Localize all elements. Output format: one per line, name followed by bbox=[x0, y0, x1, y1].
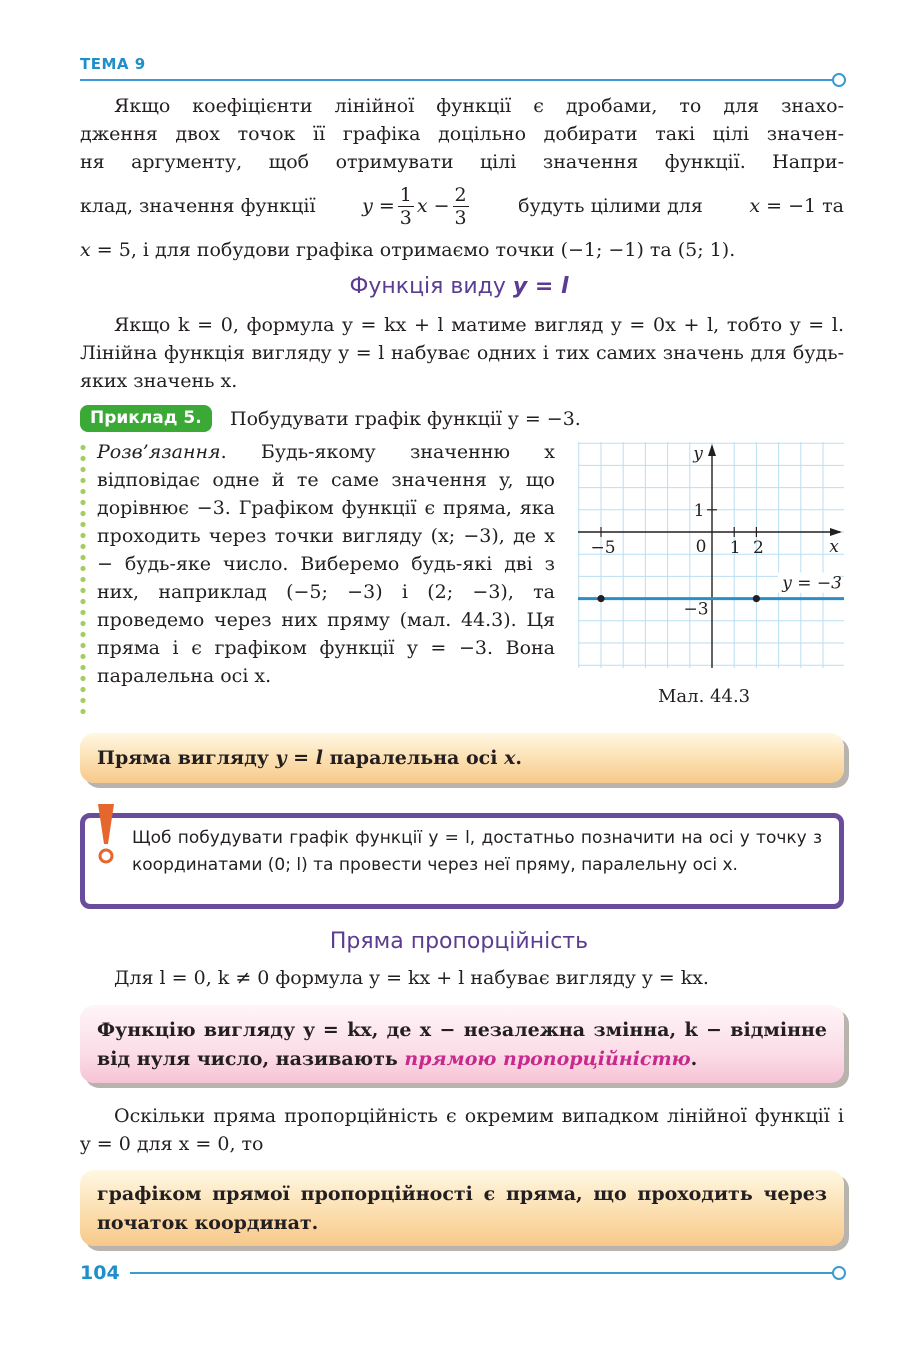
figure-caption: Мал. 44.3 bbox=[658, 686, 751, 707]
intro-line-1: Якщо коефіцієнти лінійної функції є дробами, то для знахо- bbox=[114, 95, 844, 117]
header-rule-end-icon bbox=[832, 73, 846, 87]
fraction-two-thirds: $\frac{2}{3}$ bbox=[454, 183, 467, 229]
x-axis-label: x bbox=[829, 537, 839, 557]
x-tick-label: 2 bbox=[752, 538, 764, 558]
x-axis-arrow-icon bbox=[830, 528, 842, 536]
y-tick-label: 1 bbox=[693, 500, 705, 521]
note-text: Щоб побудувати графік функції y = l, достатньо позначити на осі y точку з координатами (0; l) та провести через неї пряму, паралельну осі x. bbox=[132, 828, 822, 875]
rule-origin-text: графіком прямої пропорційності є пряма, що проходить через початок координат. bbox=[97, 1183, 827, 1234]
section1-paragraph: Якщо k = 0, формула y = kx + l матиме вигляд y = 0x + l, тобто y = l. Лінійна функція вигляду y = l набуває одних і тих самих значень для будь-яких значень x. bbox=[80, 314, 844, 392]
rule-parallel-text: Пряма вигляду y = l паралельна осі x. bbox=[97, 747, 523, 769]
footer-rule bbox=[130, 1272, 834, 1274]
section-heading-direct-proportion: Пряма пропорційність bbox=[329, 929, 589, 954]
graph-y-minus-3 bbox=[578, 442, 844, 668]
proportion-paragraph: Оскільки пряма пропорційність є окремим випадком лінійної функції і y = 0 для x = 0, то bbox=[80, 1105, 844, 1155]
page-number: 104 bbox=[80, 1262, 120, 1284]
definition-text: Функцію вигляду y = kx, де x − незалежна змінна, k − відмінне від нуля число, називають прямою пропорційністю. bbox=[97, 1019, 827, 1070]
example-solution: Розв’язання. Будь-якому значенню x відповідає одне й те саме значення y, що дорівнює −3. Графіком функції є пряма, яка проходить через точки вигляду (x; −3), де x − будь-яке число. Виберемо будь-які дві з них, наприклад (−5; −3) і (2; −3), та проведемо через них пряму (мал. 44.3). Ця пряма і є графіком функції y = −3. Вона паралельна осі x. bbox=[97, 441, 555, 687]
section-heading-constant-function: Функція виду y = l bbox=[349, 274, 569, 299]
intro-line-3: ня аргументу, щоб отримувати цілі значення функції. Напри- bbox=[80, 151, 844, 173]
topic-label: ТЕМА 9 bbox=[80, 55, 146, 73]
intro-line-2: дження двох точок її графіка доцільно добирати такі цілі значен- bbox=[80, 123, 844, 145]
intro-line-4: клад, значення функції y = $\frac{1}{3}$ x − $\frac{2}{3}$ будуть цілими для x = −1 та bbox=[80, 183, 844, 229]
example-badge: Приклад 5. bbox=[80, 405, 212, 432]
footer-rule-end-icon bbox=[832, 1266, 846, 1280]
header-rule bbox=[80, 79, 834, 81]
y-axis-arrow-icon bbox=[708, 444, 716, 456]
note-box bbox=[80, 813, 844, 909]
y-tick-label: −3 bbox=[683, 599, 709, 620]
section2-paragraph: Для l = 0, k ≠ 0 формула y = kx + l набуває вигляду y = kx. bbox=[114, 967, 709, 989]
x-tick-label: 1 bbox=[729, 538, 741, 558]
term-direct-proportion: прямою пропорційністю bbox=[404, 1048, 691, 1070]
solution-dotted-marker bbox=[80, 442, 86, 717]
y-axis-label: y bbox=[693, 444, 703, 464]
intro-line-5: x = 5, і для побудови графіка отримаємо точки (−1; −1) та (5; 1). bbox=[80, 239, 736, 261]
example-task: Побудувати графік функції y = −3. bbox=[230, 408, 581, 430]
series-label: y = −3 bbox=[782, 573, 842, 594]
origin-label: 0 bbox=[695, 537, 707, 557]
x-tick-label: −5 bbox=[590, 538, 616, 558]
exclamation-icon bbox=[92, 802, 120, 864]
data-point bbox=[753, 595, 760, 602]
data-point bbox=[597, 595, 604, 602]
fraction-one-third: $\frac{1}{3}$ bbox=[399, 183, 412, 229]
